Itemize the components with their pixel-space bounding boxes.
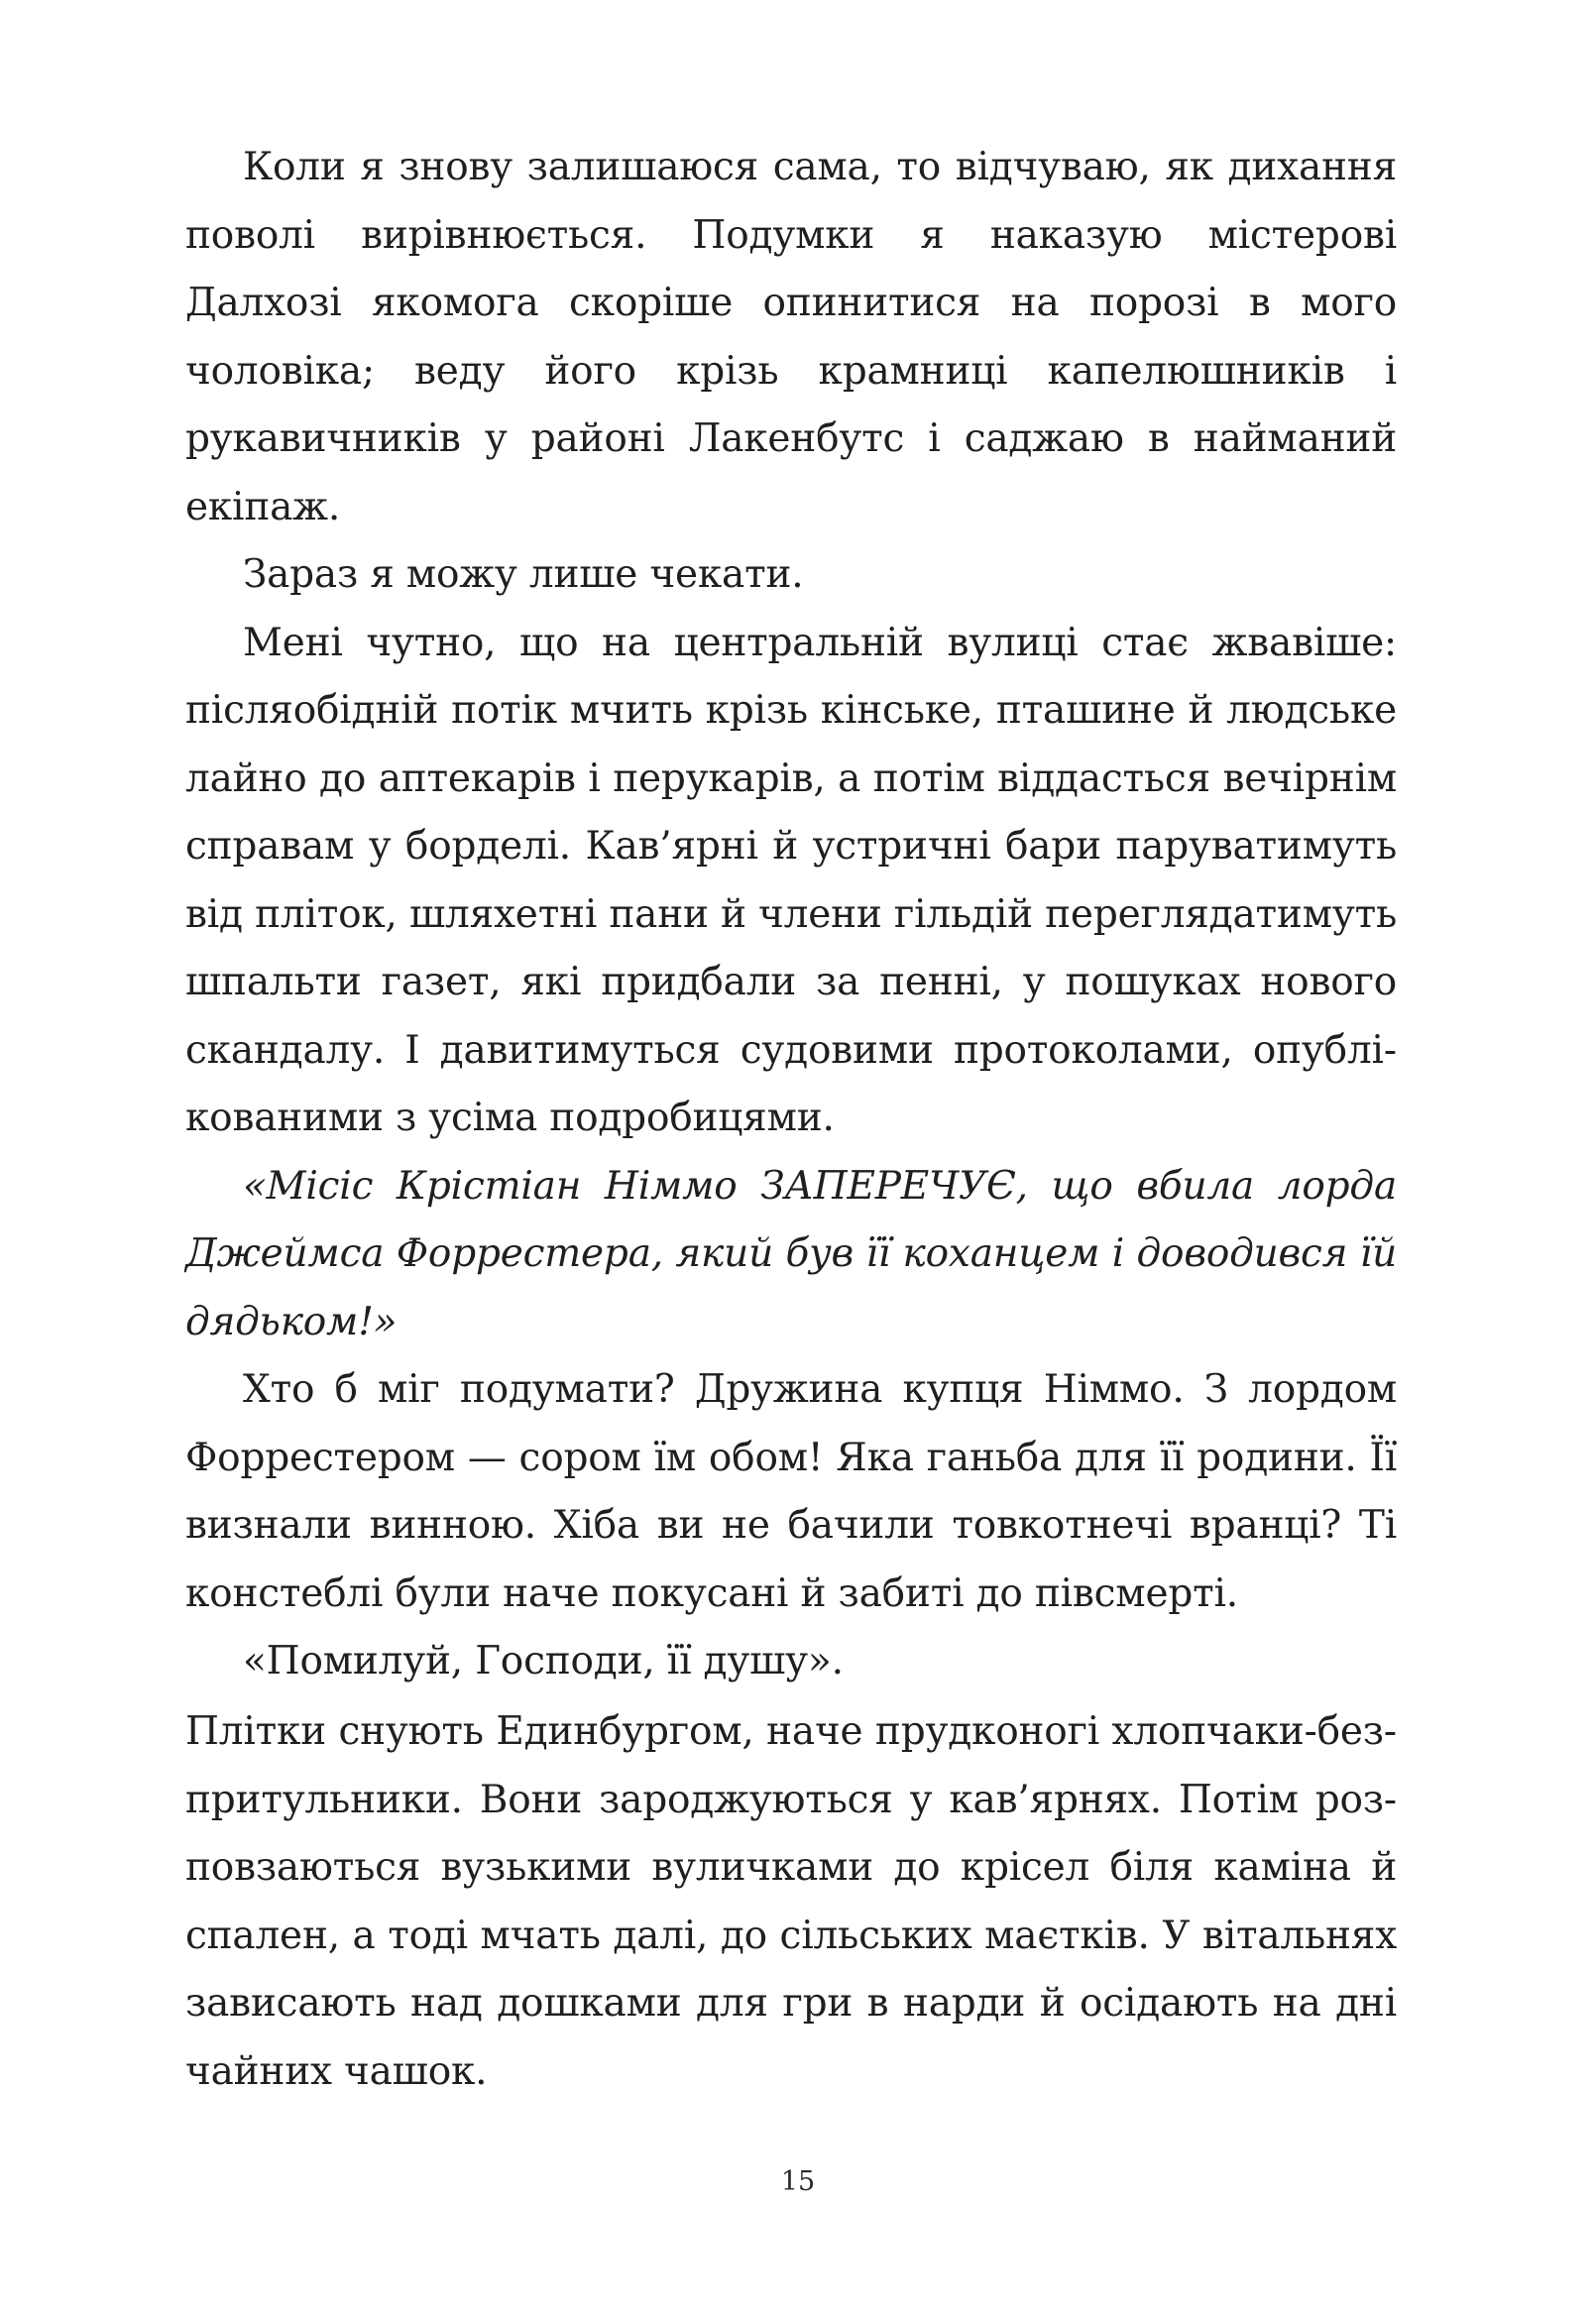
paragraph-gossip-edinburgh: Плітки снують Единбургом, наче прудконогі хлопчаки-безпритульники. Вони зароджуються у кав’ярнях. Потім розповзаються вузькими вуличками до крісел біля каміна й спален, а тоді мчать далі, до сільських маєтків. У вітальнях зависають над дошками для гри в нарди й осідають на дні чайних чашок. [185,1709,1397,2094]
paragraph-breathing: Коли я знову залишаюся сама, то відчуваю, як дихання поволі вирівнюється. Подумки я наказую містерові Далхозі якомога скоріше опинитися на порозі в мого чоловіка; веду його крізь крамниці капелюшників і рукавичників у районі Лакенбутс і саджаю в найманий екіпаж. [185,145,1397,529]
paragraph-headline-quote: «Місіс Крістіан Німмо ЗАПЕРЕЧУЄ, що вбила лорда Джеймса Форрестера, який був її коханцем і доводився їй дядьком!» [185,1163,1397,1344]
text-section-1 [185,134,1397,1696]
paragraph-street: Мені чутно, що на центральній вулиці стає жвавіше: післяобідній потік мчить крізь кінське, пташине й людське лайно до аптекарів і перукарів, а потім віддасться вечірнім справам у борделі. Кав’ярні й устричні бари паруватимуть від пліток, шляхетні пани й члени гільдій переглядатимуть шпальти газет, які придбали за пенні, у пошуках нового скандалу. І давитимуться судовими протоколами, опублікованими з усіма подробицями. [185,620,1397,1140]
paragraph-gossip-reaction: Хто б міг подумати? Дружина купця Німмо. З лордом Форрестером — сором їм обом! Яка ганьба для її родини. Її визнали винною. Хіба ви не бачили товкотнечі вранці? Ті констеблі були наче покусані й забиті до півсмерті. [185,1367,1397,1616]
paragraph-waiting: Зараз я можу лише чекати. [243,552,804,597]
paragraph-prayer: «Помилуй, Господи, її душу». [243,1639,844,1683]
page-number: 15 [780,2166,816,2197]
text-section-2 [185,1698,1397,2106]
